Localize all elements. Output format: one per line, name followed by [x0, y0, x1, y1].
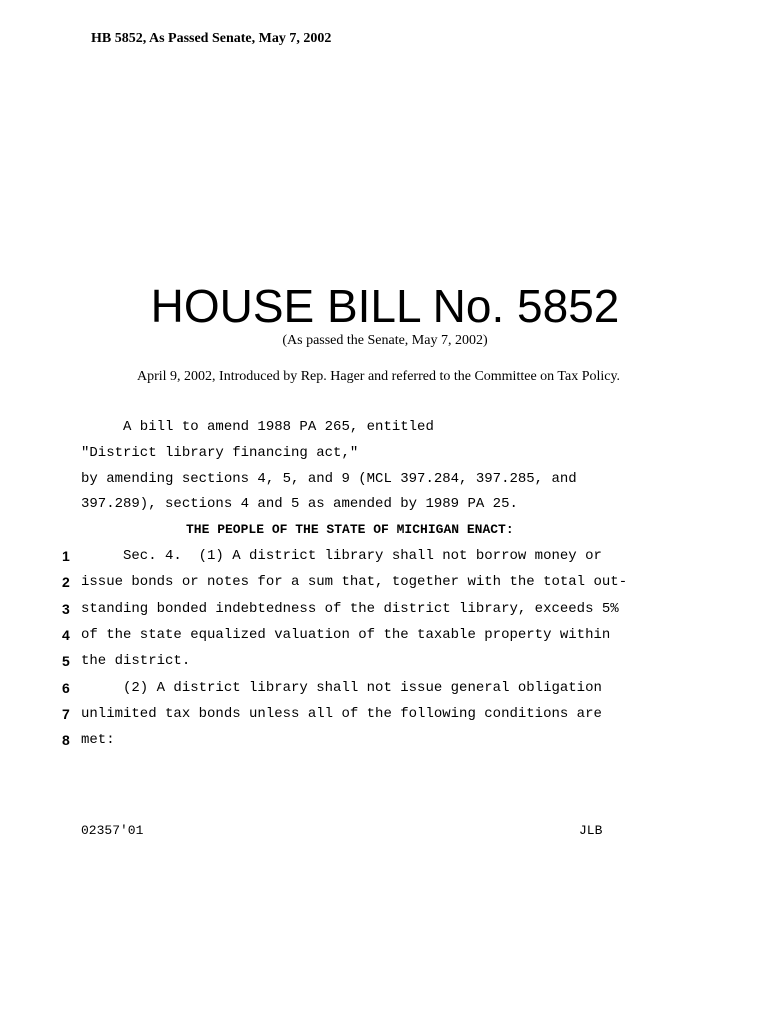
line-number: 6 [62, 680, 70, 696]
bill-line: met: [81, 732, 115, 748]
enacting-clause: THE PEOPLE OF THE STATE OF MICHIGAN ENACT: [186, 522, 514, 537]
line-number: 5 [62, 653, 70, 669]
bill-line: issue bonds or notes for a sum that, together with the total out- [81, 574, 628, 590]
bill-line: standing bonded indebtedness of the district library, exceeds 5% [81, 601, 619, 617]
line-number: 2 [62, 574, 70, 590]
preamble-line-3: by amending sections 4, 5, and 9 (MCL 397.284, 397.285, and [81, 471, 577, 487]
preamble-line-1: A bill to amend 1988 PA 265, entitled [81, 419, 434, 435]
drafter-initials: JLB [579, 823, 603, 838]
preamble-line-4: 397.289), sections 4 and 5 as amended by 1989 PA 25. [81, 496, 518, 512]
bill-line: of the state equalized valuation of the taxable property within [81, 627, 611, 643]
running-head: HB 5852, As Passed Senate, May 7, 2002 [91, 31, 332, 46]
bill-line: unlimited tax bonds unless all of the following conditions are [81, 706, 602, 722]
introduction-line: April 9, 2002, Introduced by Rep. Hager and referred to the Committee on Tax Policy. [137, 369, 621, 384]
preamble-line-2: "District library financing act," [81, 445, 359, 461]
bill-title: HOUSE BILL No. 5852 [150, 280, 620, 332]
bill-line: (2) A district library shall not issue general obligation [81, 680, 602, 696]
line-number: 3 [62, 601, 70, 617]
bill-line: Sec. 4. (1) A district library shall not borrow money or [81, 548, 602, 564]
line-number: 8 [62, 732, 70, 748]
line-number: 4 [62, 627, 70, 643]
line-number: 7 [62, 706, 70, 722]
passed-note: (As passed the Senate, May 7, 2002) [282, 333, 488, 348]
document-code: 02357'01 [81, 823, 144, 838]
bill-line: the district. [81, 653, 191, 669]
line-number: 1 [62, 548, 70, 564]
